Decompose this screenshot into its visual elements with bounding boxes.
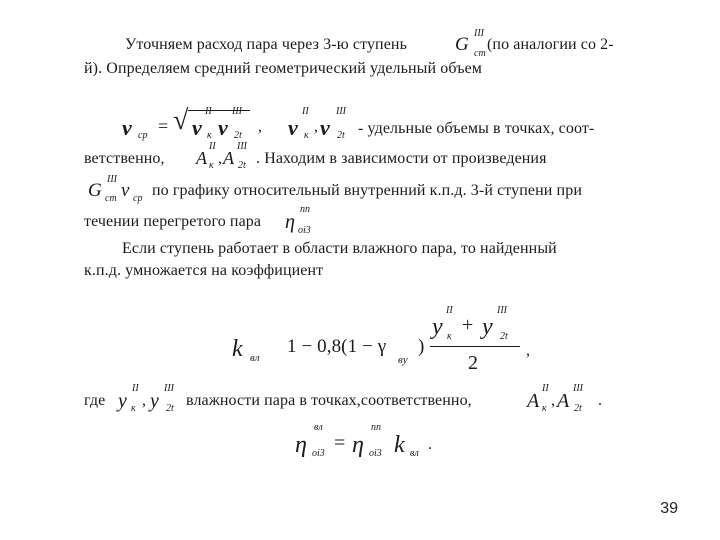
- text-line-8: к.п.д. умножается на коэффициент: [84, 262, 324, 279]
- v-k-symbol-2: v: [288, 115, 298, 140]
- a-k2-superscript: II: [542, 383, 549, 394]
- v-2t2-subscript: 2t: [337, 130, 345, 141]
- y-2t-superscript: III: [497, 305, 507, 316]
- gamma-subscript: вy: [398, 354, 408, 366]
- text-line-2: й). Определяем средний геометрический удельный объем: [84, 60, 483, 77]
- fraction-bar: [430, 346, 520, 347]
- a-k-superscript: II: [209, 141, 216, 152]
- eta1-subscript: oi3: [298, 225, 311, 236]
- a-2t-symbol: A: [223, 148, 235, 168]
- a-k-symbol: A: [196, 148, 208, 168]
- text-line-1-tail: (по аналогии со 2-: [487, 36, 614, 53]
- text-line-10a: где: [84, 392, 106, 409]
- comma-3: ,: [218, 150, 223, 167]
- v-k-superscript: II: [205, 106, 212, 117]
- g2-superscript: III: [107, 174, 117, 185]
- comma-1: ,: [258, 118, 263, 135]
- a-2t-symbol-2: A: [557, 390, 570, 412]
- y-k-symbol: y: [432, 314, 443, 340]
- y-k-superscript: II: [446, 305, 453, 316]
- comma-2: ,: [314, 118, 319, 135]
- comma-6: ,: [551, 392, 556, 409]
- text-line-1: Уточняем расход пара через 3-ю ступень: [125, 36, 407, 53]
- y-k2-subscript: к: [131, 403, 136, 414]
- g-subscript: ст: [474, 48, 486, 59]
- k-vl2-subscript: вл: [410, 448, 419, 459]
- a-k2-subscript: к: [542, 403, 547, 414]
- a-k-symbol-2: A: [527, 390, 540, 412]
- eta-symbol-1: η: [285, 211, 296, 233]
- a-2t-superscript: III: [237, 141, 247, 152]
- comma-5: ,: [142, 392, 147, 409]
- v-k2-superscript: II: [302, 106, 309, 117]
- v-symbol-3: v: [121, 180, 130, 201]
- v-2t-symbol-2: v: [320, 115, 330, 140]
- text-line-4b: . Находим в зависимости от произведения: [256, 150, 547, 167]
- eta-pp-symbol: η: [352, 432, 365, 458]
- eta-pp-subscript: oi3: [369, 448, 382, 459]
- plus-sign: +: [462, 314, 474, 336]
- y-2t2-subscript: 2t: [166, 403, 174, 414]
- y-2t-subscript: 2t: [500, 331, 508, 342]
- v-cp-symbol: v: [122, 115, 132, 140]
- y-k-symbol-2: y: [118, 390, 127, 412]
- a-2t-subscript: 2t: [238, 160, 246, 171]
- text-line-7: Если ступень работает в области влажного пара, то найденный: [122, 240, 557, 257]
- text-line-6: течении перегретого пара: [84, 213, 262, 230]
- g-superscript: III: [474, 28, 484, 39]
- sqrt-sign: √: [173, 105, 189, 136]
- text-line-10b: влажности пара в точках,соответственно,: [186, 392, 472, 409]
- close-paren: ): [418, 336, 425, 357]
- k-vl-symbol-2: k: [394, 432, 405, 458]
- k-vl-subscript: вл: [250, 352, 260, 364]
- y-k-subscript: к: [447, 331, 452, 342]
- flow-symbol-g-3: G: [455, 34, 469, 55]
- eta-vl-subscript: oi3: [312, 448, 325, 459]
- one-minus-expression: 1 − 0,8(1 − γ: [287, 336, 387, 357]
- eta-pp-superscript: пп: [371, 422, 381, 433]
- v-k-subscript: к: [207, 130, 212, 141]
- comma-4: ,: [526, 342, 531, 359]
- v-cp-subscript: ср: [138, 130, 148, 141]
- k-vl-symbol: k: [232, 336, 243, 362]
- y-2t-symbol: y: [482, 314, 493, 340]
- v3-subscript: ср: [133, 193, 143, 204]
- text-line-4a: ветственно,: [84, 150, 165, 167]
- denominator-two: 2: [468, 352, 479, 374]
- a-2t2-subscript: 2t: [574, 403, 582, 414]
- equals-sign-2: =: [334, 432, 346, 454]
- equals-sign: =: [158, 116, 169, 136]
- period-2: .: [428, 436, 433, 453]
- a-2t2-superscript: III: [573, 383, 583, 394]
- v-k-symbol: v: [192, 115, 202, 140]
- v-2t-symbol: v: [218, 115, 228, 140]
- eta1-superscript: пп: [300, 204, 310, 215]
- v-k2-subscript: к: [304, 130, 309, 141]
- period-1: .: [598, 392, 603, 409]
- eta-vl-superscript: вл: [314, 422, 323, 433]
- text-line-5: по графику относительный внутренний к.п.д. 3-й ступени при: [152, 182, 582, 199]
- g-symbol-2: G: [88, 180, 102, 201]
- v-2t-subscript: 2t: [234, 130, 242, 141]
- page-number: 39: [660, 500, 678, 517]
- a-k-subscript: к: [209, 160, 214, 171]
- y-2t2-superscript: III: [164, 383, 174, 394]
- y-2t-symbol-2: y: [150, 390, 159, 412]
- g2-subscript: ст: [105, 193, 117, 204]
- v-2t-superscript: III: [232, 106, 242, 117]
- y-k2-superscript: II: [132, 383, 139, 394]
- eta-vl-symbol: η: [295, 432, 308, 458]
- v-2t2-superscript: III: [336, 106, 346, 117]
- text-line-3-tail: - удельные объемы в точках, соот-: [358, 120, 595, 137]
